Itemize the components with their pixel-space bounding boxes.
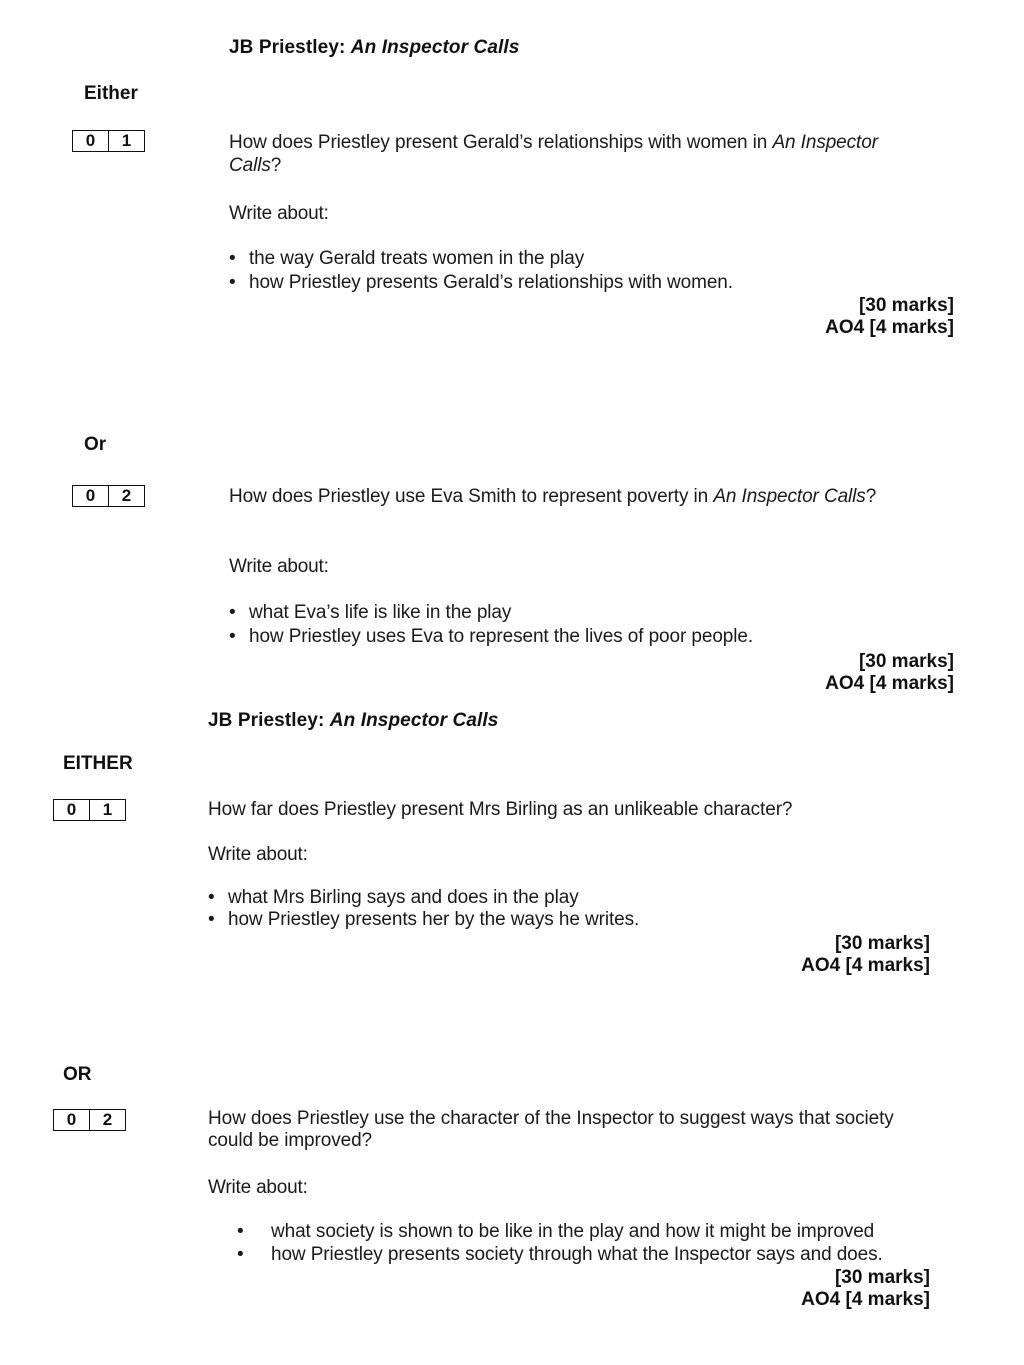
bullet-item: • what society is shown to be like in the play and how it might be improved bbox=[229, 1220, 883, 1243]
question-number-digit: 0 bbox=[66, 800, 77, 819]
marks-total: [30 marks] bbox=[834, 933, 930, 954]
bullet-list bbox=[229, 1220, 883, 1266]
question-number-digit: 0 bbox=[85, 131, 96, 150]
write-about-label: Write about: bbox=[208, 1177, 308, 1198]
question-number-digit: 1 bbox=[108, 131, 144, 151]
marks-block bbox=[825, 651, 954, 695]
choice-label: Either bbox=[84, 83, 138, 104]
question-number-digit: 1 bbox=[89, 800, 125, 820]
section-heading bbox=[229, 37, 519, 59]
marks-ao4: AO4 [4 marks] bbox=[825, 673, 954, 694]
bullet-item: • how Priestley uses Eva to represent the lives of poor people. bbox=[229, 625, 753, 649]
marks-block bbox=[825, 295, 954, 339]
marks-ao4: AO4 [4 marks] bbox=[801, 1289, 930, 1310]
question-number-box bbox=[72, 130, 145, 152]
bullet-item: • the way Gerald treats women in the play bbox=[229, 247, 733, 271]
heading-author: JB Priestley: bbox=[229, 37, 351, 58]
bullet-item: • how Priestley presents society through what the Inspector says and does. bbox=[229, 1243, 883, 1266]
question-number-box bbox=[53, 799, 126, 821]
bullet-list bbox=[229, 247, 733, 295]
marks-ao4: AO4 [4 marks] bbox=[801, 955, 930, 976]
heading-title: An Inspector Calls bbox=[329, 710, 499, 731]
question-number-digit: 2 bbox=[108, 486, 144, 506]
bullet-list bbox=[229, 601, 753, 649]
heading-author: JB Priestley: bbox=[208, 710, 330, 731]
bullet-item: • what Eva’s life is like in the play bbox=[229, 601, 753, 625]
section-heading bbox=[208, 710, 498, 732]
question-text: How does Priestley present Gerald’s relationships with women in An Inspector Calls? bbox=[229, 132, 878, 176]
heading-title: An Inspector Calls bbox=[350, 37, 520, 58]
choice-label: EITHER bbox=[63, 753, 133, 774]
question-text: How does Priestley use the character of the Inspector to suggest ways that society could be improved? bbox=[208, 1108, 894, 1151]
bullet-item: • how Priestley presents her by the ways he writes. bbox=[208, 909, 639, 931]
question-number-digit: 2 bbox=[89, 1110, 125, 1130]
bullet-item: • how Priestley presents Gerald’s relationships with women. bbox=[229, 271, 733, 295]
question-text: How does Priestley use Eva Smith to represent poverty in An Inspector Calls? bbox=[229, 486, 877, 507]
marks-block bbox=[801, 1267, 930, 1311]
write-about-label: Write about: bbox=[229, 556, 329, 577]
marks-total: [30 marks] bbox=[834, 1267, 930, 1288]
bullet-list bbox=[208, 887, 639, 931]
question-number-box bbox=[53, 1109, 126, 1131]
question-number-digit: 0 bbox=[66, 1110, 77, 1129]
question-number-digit: 0 bbox=[85, 486, 96, 505]
bullet-item: • what Mrs Birling says and does in the play bbox=[208, 887, 639, 909]
marks-ao4: AO4 [4 marks] bbox=[825, 317, 954, 338]
write-about-label: Write about: bbox=[229, 203, 329, 224]
marks-total: [30 marks] bbox=[858, 295, 954, 316]
choice-label: OR bbox=[63, 1064, 92, 1085]
write-about-label: Write about: bbox=[208, 844, 308, 865]
marks-block bbox=[801, 933, 930, 977]
choice-label: Or bbox=[84, 434, 107, 455]
question-number-box bbox=[72, 485, 145, 507]
marks-total: [30 marks] bbox=[858, 651, 954, 672]
question-text: How far does Priestley present Mrs Birling as an unlikeable character? bbox=[208, 799, 793, 820]
